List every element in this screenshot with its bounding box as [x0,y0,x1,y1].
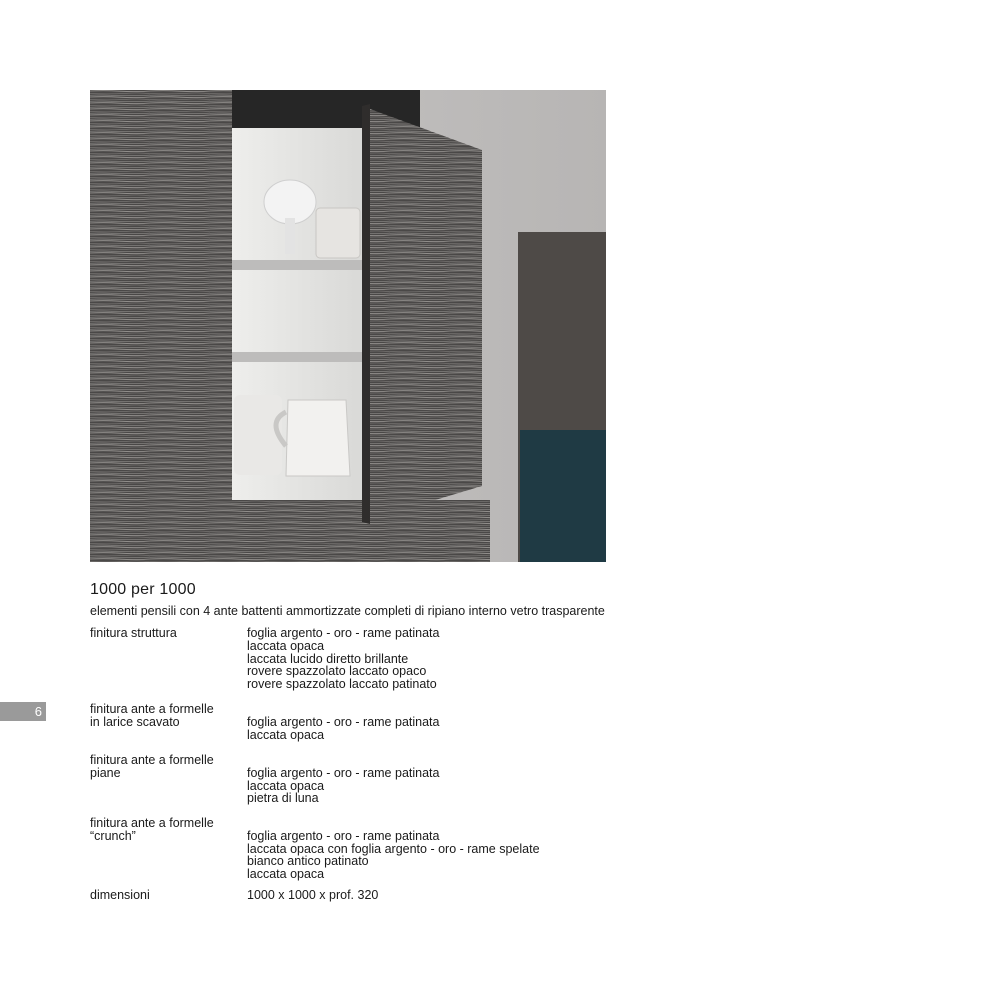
spec-label [90,703,245,729]
spec-value: laccata lucido diretto brillante [247,651,409,666]
spec-value: foglia argento - oro - rame patinata [247,714,440,729]
product-title: 1000 per 1000 [90,581,196,598]
spec-value: rovere spazzolato laccato opaco [247,664,427,679]
spec-values [247,830,647,881]
spec-label-line: piane [90,765,121,780]
page-number-tab [0,702,46,721]
page-number: 6 [34,704,42,719]
spec-value: foglia argento - oro - rame patinata [247,626,440,640]
spec-values [247,767,647,805]
spec-value: laccata opaca [247,727,325,742]
spec-label-line: finitura struttura [90,626,177,640]
product-photo [90,90,606,562]
spec-value: laccata opaca [247,638,325,653]
spec-value: 1000 x 1000 x prof. 320 [247,888,379,902]
spec-values [247,627,647,691]
spec-value: foglia argento - oro - rame patinata [247,828,440,843]
spec-value: laccata opaca [247,867,325,882]
spec-label [90,889,245,902]
spec-label [90,817,245,843]
spec-label-line: dimensioni [90,888,150,902]
spec-value: pietra di luna [247,791,319,806]
spec-label-line: finitura ante a formelle [90,702,214,716]
product-description: elementi pensili con 4 ante battenti ammortizzate completi di ripiano interno vetro trasparente [90,604,605,618]
spec-value: foglia argento - oro - rame patinata [247,765,440,780]
spec-values [247,716,647,742]
spec-value: bianco antico patinato [247,854,369,869]
spec-value: laccata opaca con foglia argento - oro - rame spelate [247,841,540,856]
spec-label-line: finitura ante a formelle [90,753,214,767]
spec-value: rovere spazzolato laccato patinato [247,677,437,692]
spec-label-line: in larice scavato [90,714,180,729]
spec-value: laccata opaca [247,778,325,793]
spec-values [247,889,647,902]
spec-label [90,627,245,640]
spec-label-line: finitura ante a formelle [90,816,214,830]
spec-label-line: “crunch” [90,828,136,843]
spec-label [90,754,245,780]
